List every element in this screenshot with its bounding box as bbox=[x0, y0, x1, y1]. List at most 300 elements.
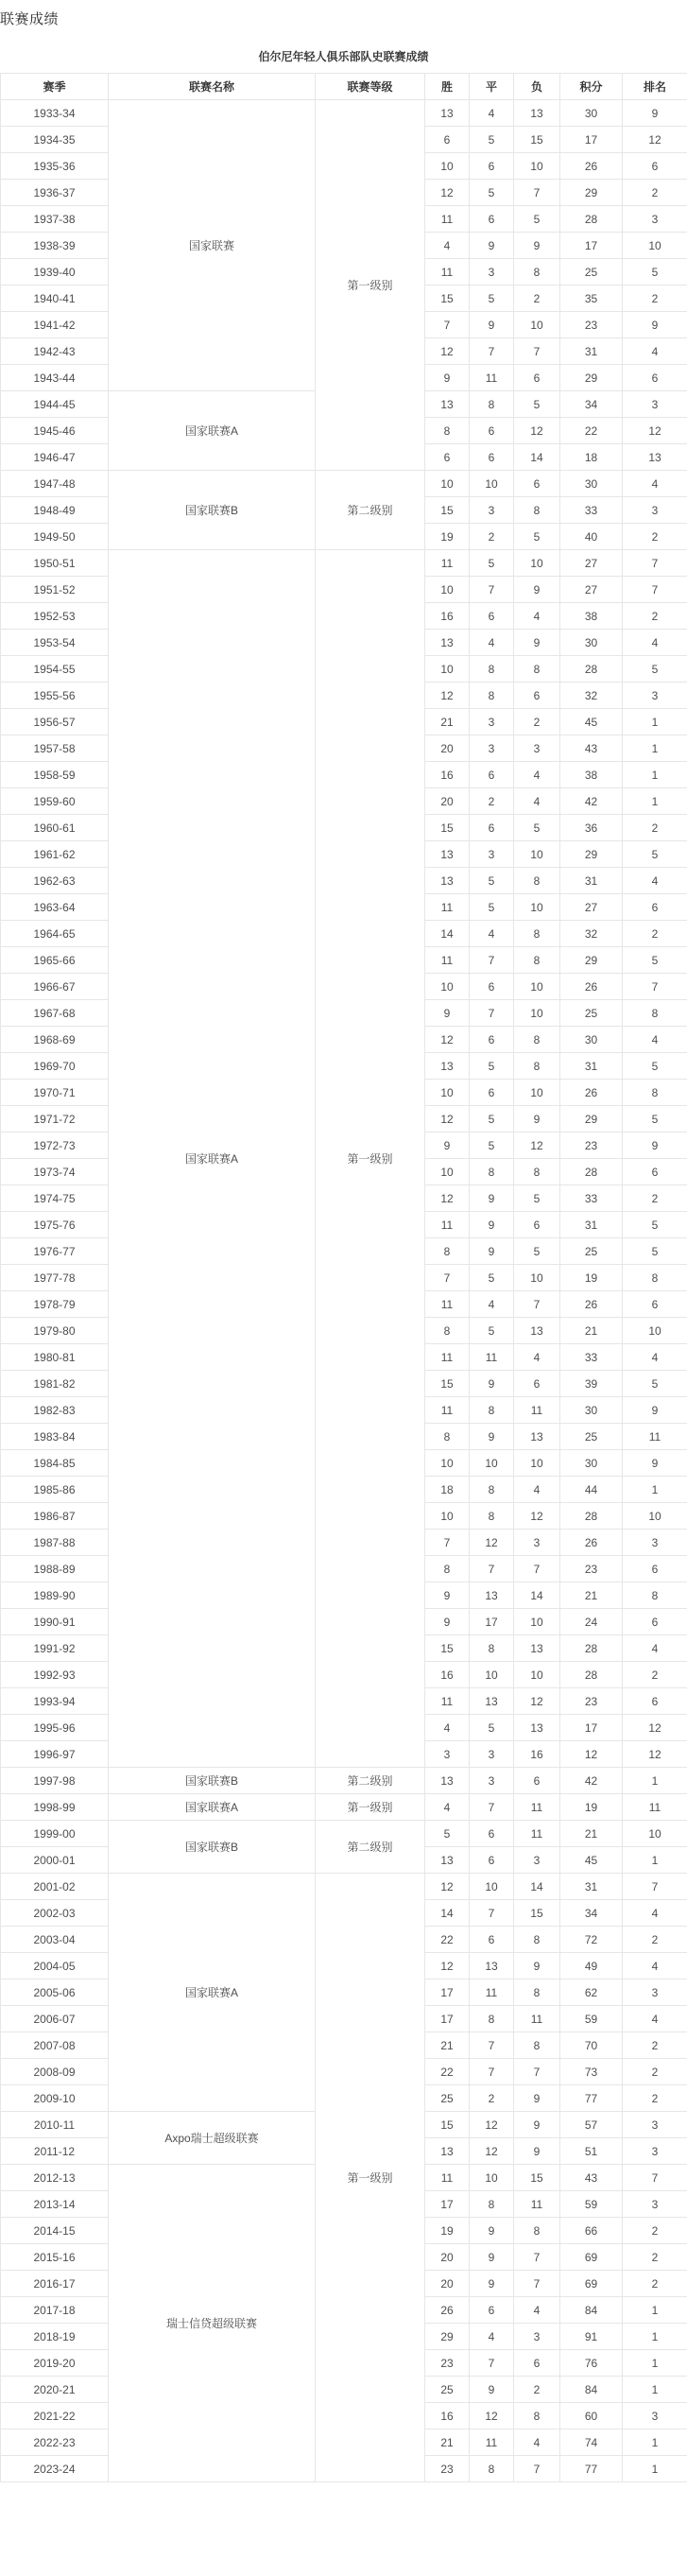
draws-cell: 6 bbox=[470, 1080, 514, 1106]
rank-cell: 13 bbox=[623, 444, 687, 471]
draws-cell: 7 bbox=[470, 2350, 514, 2377]
points-cell: 34 bbox=[560, 1900, 623, 1927]
rank-cell: 2 bbox=[623, 2271, 687, 2297]
points-cell: 30 bbox=[560, 1027, 623, 1053]
draws-cell: 13 bbox=[470, 1582, 514, 1609]
season-cell: 2003-04 bbox=[1, 1927, 109, 1953]
losses-cell: 4 bbox=[514, 1477, 560, 1503]
losses-cell: 14 bbox=[514, 1874, 560, 1900]
rank-cell: 2 bbox=[623, 2059, 687, 2085]
losses-cell: 8 bbox=[514, 1159, 560, 1185]
league-name-cell: 国家联赛 bbox=[109, 100, 316, 391]
draws-cell: 3 bbox=[470, 841, 514, 868]
season-cell: 1953-54 bbox=[1, 630, 109, 656]
wins-cell: 22 bbox=[425, 2059, 470, 2085]
column-header-league-level: 联赛等级 bbox=[316, 74, 425, 100]
points-cell: 24 bbox=[560, 1609, 623, 1635]
wins-cell: 9 bbox=[425, 1609, 470, 1635]
season-cell: 2005-06 bbox=[1, 1980, 109, 2006]
points-cell: 18 bbox=[560, 444, 623, 471]
points-cell: 31 bbox=[560, 1874, 623, 1900]
season-cell: 1968-69 bbox=[1, 1027, 109, 1053]
losses-cell: 2 bbox=[514, 2377, 560, 2403]
wins-cell: 13 bbox=[425, 391, 470, 418]
losses-cell: 4 bbox=[514, 2297, 560, 2324]
losses-cell: 3 bbox=[514, 1530, 560, 1556]
rank-cell: 1 bbox=[623, 1847, 687, 1874]
season-cell: 1938-39 bbox=[1, 233, 109, 259]
rank-cell: 1 bbox=[623, 2297, 687, 2324]
losses-cell: 13 bbox=[514, 1424, 560, 1450]
wins-cell: 9 bbox=[425, 1000, 470, 1027]
points-cell: 73 bbox=[560, 2059, 623, 2085]
draws-cell: 7 bbox=[470, 2032, 514, 2059]
losses-cell: 3 bbox=[514, 2324, 560, 2350]
points-cell: 40 bbox=[560, 524, 623, 550]
draws-cell: 5 bbox=[470, 127, 514, 153]
season-cell: 1990-91 bbox=[1, 1609, 109, 1635]
losses-cell: 10 bbox=[514, 1000, 560, 1027]
wins-cell: 16 bbox=[425, 1662, 470, 1688]
wins-cell: 11 bbox=[425, 2165, 470, 2191]
losses-cell: 5 bbox=[514, 815, 560, 841]
points-cell: 59 bbox=[560, 2006, 623, 2032]
points-cell: 70 bbox=[560, 2032, 623, 2059]
draws-cell: 10 bbox=[470, 1450, 514, 1477]
wins-cell: 29 bbox=[425, 2324, 470, 2350]
losses-cell: 8 bbox=[514, 2032, 560, 2059]
draws-cell: 5 bbox=[470, 550, 514, 577]
losses-cell: 10 bbox=[514, 1265, 560, 1291]
draws-cell: 9 bbox=[470, 2271, 514, 2297]
draws-cell: 8 bbox=[470, 656, 514, 683]
wins-cell: 12 bbox=[425, 683, 470, 709]
losses-cell: 5 bbox=[514, 1238, 560, 1265]
losses-cell: 2 bbox=[514, 709, 560, 735]
rank-cell: 6 bbox=[623, 1609, 687, 1635]
points-cell: 28 bbox=[560, 1159, 623, 1185]
wins-cell: 20 bbox=[425, 788, 470, 815]
rank-cell: 6 bbox=[623, 894, 687, 921]
rank-cell: 5 bbox=[623, 1053, 687, 1080]
season-cell: 2016-17 bbox=[1, 2271, 109, 2297]
draws-cell: 11 bbox=[470, 1980, 514, 2006]
losses-cell: 9 bbox=[514, 2138, 560, 2165]
losses-cell: 7 bbox=[514, 1556, 560, 1582]
draws-cell: 6 bbox=[470, 1927, 514, 1953]
losses-cell: 8 bbox=[514, 947, 560, 974]
rank-cell: 3 bbox=[623, 391, 687, 418]
points-cell: 12 bbox=[560, 1741, 623, 1768]
points-cell: 19 bbox=[560, 1265, 623, 1291]
points-cell: 34 bbox=[560, 391, 623, 418]
losses-cell: 4 bbox=[514, 788, 560, 815]
rank-cell: 3 bbox=[623, 683, 687, 709]
rank-cell: 12 bbox=[623, 418, 687, 444]
points-cell: 22 bbox=[560, 418, 623, 444]
season-cell: 1952-53 bbox=[1, 603, 109, 630]
losses-cell: 14 bbox=[514, 1582, 560, 1609]
points-cell: 72 bbox=[560, 1927, 623, 1953]
league-name-cell: 国家联赛A bbox=[109, 1874, 316, 2112]
rank-cell: 1 bbox=[623, 2456, 687, 2482]
rank-cell: 4 bbox=[623, 2006, 687, 2032]
wins-cell: 16 bbox=[425, 603, 470, 630]
points-cell: 35 bbox=[560, 285, 623, 312]
wins-cell: 21 bbox=[425, 2429, 470, 2456]
losses-cell: 9 bbox=[514, 233, 560, 259]
points-cell: 28 bbox=[560, 206, 623, 233]
rank-cell: 1 bbox=[623, 788, 687, 815]
season-cell: 1969-70 bbox=[1, 1053, 109, 1080]
season-cell: 1962-63 bbox=[1, 868, 109, 894]
points-cell: 28 bbox=[560, 1503, 623, 1530]
wins-cell: 18 bbox=[425, 1477, 470, 1503]
season-cell: 1963-64 bbox=[1, 894, 109, 921]
wins-cell: 13 bbox=[425, 868, 470, 894]
wins-cell: 12 bbox=[425, 180, 470, 206]
points-cell: 26 bbox=[560, 974, 623, 1000]
draws-cell: 6 bbox=[470, 1821, 514, 1847]
season-cell: 1987-88 bbox=[1, 1530, 109, 1556]
wins-cell: 21 bbox=[425, 2032, 470, 2059]
wins-cell: 12 bbox=[425, 1027, 470, 1053]
season-cell: 1983-84 bbox=[1, 1424, 109, 1450]
losses-cell: 10 bbox=[514, 1609, 560, 1635]
losses-cell: 4 bbox=[514, 603, 560, 630]
season-cell: 1965-66 bbox=[1, 947, 109, 974]
draws-cell: 6 bbox=[470, 418, 514, 444]
wins-cell: 10 bbox=[425, 1450, 470, 1477]
wins-cell: 11 bbox=[425, 206, 470, 233]
rank-cell: 9 bbox=[623, 1132, 687, 1159]
wins-cell: 15 bbox=[425, 285, 470, 312]
league-level-cell: 第二级别 bbox=[316, 1821, 425, 1874]
wins-cell: 15 bbox=[425, 2112, 470, 2138]
wins-cell: 17 bbox=[425, 1980, 470, 2006]
rank-cell: 8 bbox=[623, 1265, 687, 1291]
losses-cell: 8 bbox=[514, 1927, 560, 1953]
season-cell: 1986-87 bbox=[1, 1503, 109, 1530]
losses-cell: 11 bbox=[514, 1794, 560, 1821]
column-header-draws: 平 bbox=[470, 74, 514, 100]
draws-cell: 8 bbox=[470, 2191, 514, 2218]
draws-cell: 7 bbox=[470, 1794, 514, 1821]
points-cell: 28 bbox=[560, 1635, 623, 1662]
points-cell: 69 bbox=[560, 2271, 623, 2297]
points-cell: 44 bbox=[560, 1477, 623, 1503]
draws-cell: 5 bbox=[470, 1106, 514, 1132]
wins-cell: 19 bbox=[425, 524, 470, 550]
losses-cell: 8 bbox=[514, 497, 560, 524]
losses-cell: 10 bbox=[514, 974, 560, 1000]
wins-cell: 26 bbox=[425, 2297, 470, 2324]
season-cell: 1976-77 bbox=[1, 1238, 109, 1265]
rank-cell: 2 bbox=[623, 524, 687, 550]
points-cell: 23 bbox=[560, 312, 623, 338]
table-row bbox=[1, 550, 687, 577]
rank-cell: 10 bbox=[623, 1821, 687, 1847]
points-cell: 30 bbox=[560, 1450, 623, 1477]
draws-cell: 5 bbox=[470, 1132, 514, 1159]
season-cell: 1961-62 bbox=[1, 841, 109, 868]
wins-cell: 23 bbox=[425, 2350, 470, 2377]
rank-cell: 7 bbox=[623, 577, 687, 603]
draws-cell: 11 bbox=[470, 2429, 514, 2456]
league-level-cell: 第二级别 bbox=[316, 471, 425, 550]
wins-cell: 9 bbox=[425, 365, 470, 391]
column-header-league-name: 联赛名称 bbox=[109, 74, 316, 100]
rank-cell: 3 bbox=[623, 206, 687, 233]
rank-cell: 7 bbox=[623, 1874, 687, 1900]
wins-cell: 3 bbox=[425, 1741, 470, 1768]
season-cell: 1999-00 bbox=[1, 1821, 109, 1847]
rank-cell: 2 bbox=[623, 921, 687, 947]
season-cell: 1974-75 bbox=[1, 1185, 109, 1212]
rank-cell: 4 bbox=[623, 1900, 687, 1927]
points-cell: 23 bbox=[560, 1688, 623, 1715]
rank-cell: 3 bbox=[623, 1530, 687, 1556]
season-cell: 2012-13 bbox=[1, 2165, 109, 2191]
wins-cell: 7 bbox=[425, 1530, 470, 1556]
points-cell: 33 bbox=[560, 1344, 623, 1371]
season-cell: 1955-56 bbox=[1, 683, 109, 709]
draws-cell: 5 bbox=[470, 1715, 514, 1741]
season-cell: 1989-90 bbox=[1, 1582, 109, 1609]
draws-cell: 3 bbox=[470, 497, 514, 524]
rank-cell: 9 bbox=[623, 1450, 687, 1477]
season-cell: 1949-50 bbox=[1, 524, 109, 550]
rank-cell: 2 bbox=[623, 1927, 687, 1953]
losses-cell: 10 bbox=[514, 312, 560, 338]
points-cell: 26 bbox=[560, 153, 623, 180]
table-caption: 伯尔尼年轻人俱乐部队史联赛成绩 bbox=[0, 48, 687, 64]
wins-cell: 5 bbox=[425, 1821, 470, 1847]
losses-cell: 12 bbox=[514, 1503, 560, 1530]
season-cell: 2006-07 bbox=[1, 2006, 109, 2032]
draws-cell: 5 bbox=[470, 868, 514, 894]
rank-cell: 6 bbox=[623, 1688, 687, 1715]
league-name-cell: 瑞士信贷超级联赛 bbox=[109, 2165, 316, 2482]
season-cell: 1977-78 bbox=[1, 1265, 109, 1291]
wins-cell: 16 bbox=[425, 2403, 470, 2429]
rank-cell: 8 bbox=[623, 1000, 687, 1027]
losses-cell: 10 bbox=[514, 1080, 560, 1106]
season-cell: 1960-61 bbox=[1, 815, 109, 841]
season-cell: 2011-12 bbox=[1, 2138, 109, 2165]
season-cell: 2013-14 bbox=[1, 2191, 109, 2218]
rank-cell: 2 bbox=[623, 1185, 687, 1212]
points-cell: 23 bbox=[560, 1132, 623, 1159]
season-cell: 1975-76 bbox=[1, 1212, 109, 1238]
points-cell: 23 bbox=[560, 1556, 623, 1582]
losses-cell: 9 bbox=[514, 1953, 560, 1980]
wins-cell: 13 bbox=[425, 630, 470, 656]
table-row bbox=[1, 1874, 687, 1900]
draws-cell: 17 bbox=[470, 1609, 514, 1635]
season-cell: 2022-23 bbox=[1, 2429, 109, 2456]
points-cell: 17 bbox=[560, 1715, 623, 1741]
season-cell: 2002-03 bbox=[1, 1900, 109, 1927]
season-cell: 1945-46 bbox=[1, 418, 109, 444]
draws-cell: 11 bbox=[470, 1344, 514, 1371]
season-cell: 1934-35 bbox=[1, 127, 109, 153]
draws-cell: 3 bbox=[470, 1741, 514, 1768]
losses-cell: 3 bbox=[514, 1847, 560, 1874]
losses-cell: 6 bbox=[514, 1212, 560, 1238]
losses-cell: 9 bbox=[514, 2112, 560, 2138]
season-cell: 1993-94 bbox=[1, 1688, 109, 1715]
season-cell: 2020-21 bbox=[1, 2377, 109, 2403]
draws-cell: 9 bbox=[470, 1424, 514, 1450]
losses-cell: 13 bbox=[514, 1635, 560, 1662]
rank-cell: 4 bbox=[623, 1344, 687, 1371]
losses-cell: 7 bbox=[514, 2244, 560, 2271]
points-cell: 66 bbox=[560, 2218, 623, 2244]
season-cell: 1948-49 bbox=[1, 497, 109, 524]
column-header-rank: 排名 bbox=[623, 74, 687, 100]
wins-cell: 13 bbox=[425, 100, 470, 127]
rank-cell: 7 bbox=[623, 2165, 687, 2191]
points-cell: 84 bbox=[560, 2377, 623, 2403]
season-cell: 1967-68 bbox=[1, 1000, 109, 1027]
rank-cell: 2 bbox=[623, 285, 687, 312]
draws-cell: 8 bbox=[470, 683, 514, 709]
rank-cell: 1 bbox=[623, 735, 687, 762]
wins-cell: 16 bbox=[425, 762, 470, 788]
draws-cell: 3 bbox=[470, 1768, 514, 1794]
league-name-cell: 国家联赛B bbox=[109, 1768, 316, 1794]
points-cell: 38 bbox=[560, 762, 623, 788]
season-cell: 2019-20 bbox=[1, 2350, 109, 2377]
draws-cell: 8 bbox=[470, 2006, 514, 2032]
points-cell: 26 bbox=[560, 1080, 623, 1106]
rank-cell: 8 bbox=[623, 1582, 687, 1609]
season-cell: 1950-51 bbox=[1, 550, 109, 577]
rank-cell: 6 bbox=[623, 1159, 687, 1185]
league-name-cell: 国家联赛B bbox=[109, 471, 316, 550]
points-cell: 26 bbox=[560, 1291, 623, 1318]
losses-cell: 12 bbox=[514, 1132, 560, 1159]
draws-cell: 7 bbox=[470, 2059, 514, 2085]
season-cell: 1951-52 bbox=[1, 577, 109, 603]
season-cell: 1992-93 bbox=[1, 1662, 109, 1688]
wins-cell: 7 bbox=[425, 312, 470, 338]
wins-cell: 15 bbox=[425, 1635, 470, 1662]
rank-cell: 1 bbox=[623, 2324, 687, 2350]
draws-cell: 6 bbox=[470, 1027, 514, 1053]
rank-cell: 1 bbox=[623, 2350, 687, 2377]
rank-cell: 7 bbox=[623, 550, 687, 577]
rank-cell: 4 bbox=[623, 1027, 687, 1053]
points-cell: 31 bbox=[560, 868, 623, 894]
season-cell: 1957-58 bbox=[1, 735, 109, 762]
rank-cell: 2 bbox=[623, 2032, 687, 2059]
points-cell: 30 bbox=[560, 471, 623, 497]
points-cell: 29 bbox=[560, 180, 623, 206]
rank-cell: 3 bbox=[623, 1980, 687, 2006]
rank-cell: 6 bbox=[623, 1556, 687, 1582]
rank-cell: 7 bbox=[623, 974, 687, 1000]
losses-cell: 15 bbox=[514, 127, 560, 153]
wins-cell: 10 bbox=[425, 471, 470, 497]
draws-cell: 7 bbox=[470, 947, 514, 974]
points-cell: 28 bbox=[560, 1662, 623, 1688]
losses-cell: 15 bbox=[514, 1900, 560, 1927]
season-cell: 1995-96 bbox=[1, 1715, 109, 1741]
draws-cell: 5 bbox=[470, 1318, 514, 1344]
points-cell: 26 bbox=[560, 1530, 623, 1556]
draws-cell: 5 bbox=[470, 1265, 514, 1291]
season-cell: 1973-74 bbox=[1, 1159, 109, 1185]
column-header-losses: 负 bbox=[514, 74, 560, 100]
rank-cell: 2 bbox=[623, 1662, 687, 1688]
points-cell: 43 bbox=[560, 2165, 623, 2191]
wins-cell: 11 bbox=[425, 1397, 470, 1424]
losses-cell: 10 bbox=[514, 1662, 560, 1688]
wins-cell: 7 bbox=[425, 1265, 470, 1291]
draws-cell: 9 bbox=[470, 2218, 514, 2244]
draws-cell: 9 bbox=[470, 2244, 514, 2271]
losses-cell: 8 bbox=[514, 1053, 560, 1080]
table-body bbox=[1, 100, 687, 2482]
points-cell: 33 bbox=[560, 497, 623, 524]
draws-cell: 9 bbox=[470, 2377, 514, 2403]
losses-cell: 7 bbox=[514, 1291, 560, 1318]
league-name-cell: 国家联赛A bbox=[109, 550, 316, 1768]
draws-cell: 9 bbox=[470, 1185, 514, 1212]
season-cell: 1942-43 bbox=[1, 338, 109, 365]
season-cell: 2000-01 bbox=[1, 1847, 109, 1874]
points-cell: 25 bbox=[560, 1238, 623, 1265]
points-cell: 77 bbox=[560, 2456, 623, 2482]
losses-cell: 10 bbox=[514, 894, 560, 921]
losses-cell: 2 bbox=[514, 285, 560, 312]
points-cell: 59 bbox=[560, 2191, 623, 2218]
wins-cell: 12 bbox=[425, 1953, 470, 1980]
draws-cell: 5 bbox=[470, 180, 514, 206]
losses-cell: 4 bbox=[514, 762, 560, 788]
points-cell: 36 bbox=[560, 815, 623, 841]
rank-cell: 4 bbox=[623, 868, 687, 894]
losses-cell: 10 bbox=[514, 550, 560, 577]
season-cell: 1997-98 bbox=[1, 1768, 109, 1794]
season-cell: 1956-57 bbox=[1, 709, 109, 735]
losses-cell: 5 bbox=[514, 391, 560, 418]
rank-cell: 4 bbox=[623, 338, 687, 365]
points-cell: 31 bbox=[560, 1053, 623, 1080]
draws-cell: 6 bbox=[470, 815, 514, 841]
draws-cell: 9 bbox=[470, 1238, 514, 1265]
season-cell: 1959-60 bbox=[1, 788, 109, 815]
points-cell: 62 bbox=[560, 1980, 623, 2006]
season-cell: 1979-80 bbox=[1, 1318, 109, 1344]
points-cell: 27 bbox=[560, 577, 623, 603]
wins-cell: 20 bbox=[425, 2271, 470, 2297]
wins-cell: 6 bbox=[425, 127, 470, 153]
season-cell: 2017-18 bbox=[1, 2297, 109, 2324]
season-cell: 2007-08 bbox=[1, 2032, 109, 2059]
draws-cell: 8 bbox=[470, 2456, 514, 2482]
draws-cell: 8 bbox=[470, 391, 514, 418]
table-row bbox=[1, 471, 687, 497]
points-cell: 43 bbox=[560, 735, 623, 762]
draws-cell: 5 bbox=[470, 285, 514, 312]
season-cell: 1970-71 bbox=[1, 1080, 109, 1106]
rank-cell: 3 bbox=[623, 497, 687, 524]
points-cell: 17 bbox=[560, 233, 623, 259]
points-cell: 49 bbox=[560, 1953, 623, 1980]
